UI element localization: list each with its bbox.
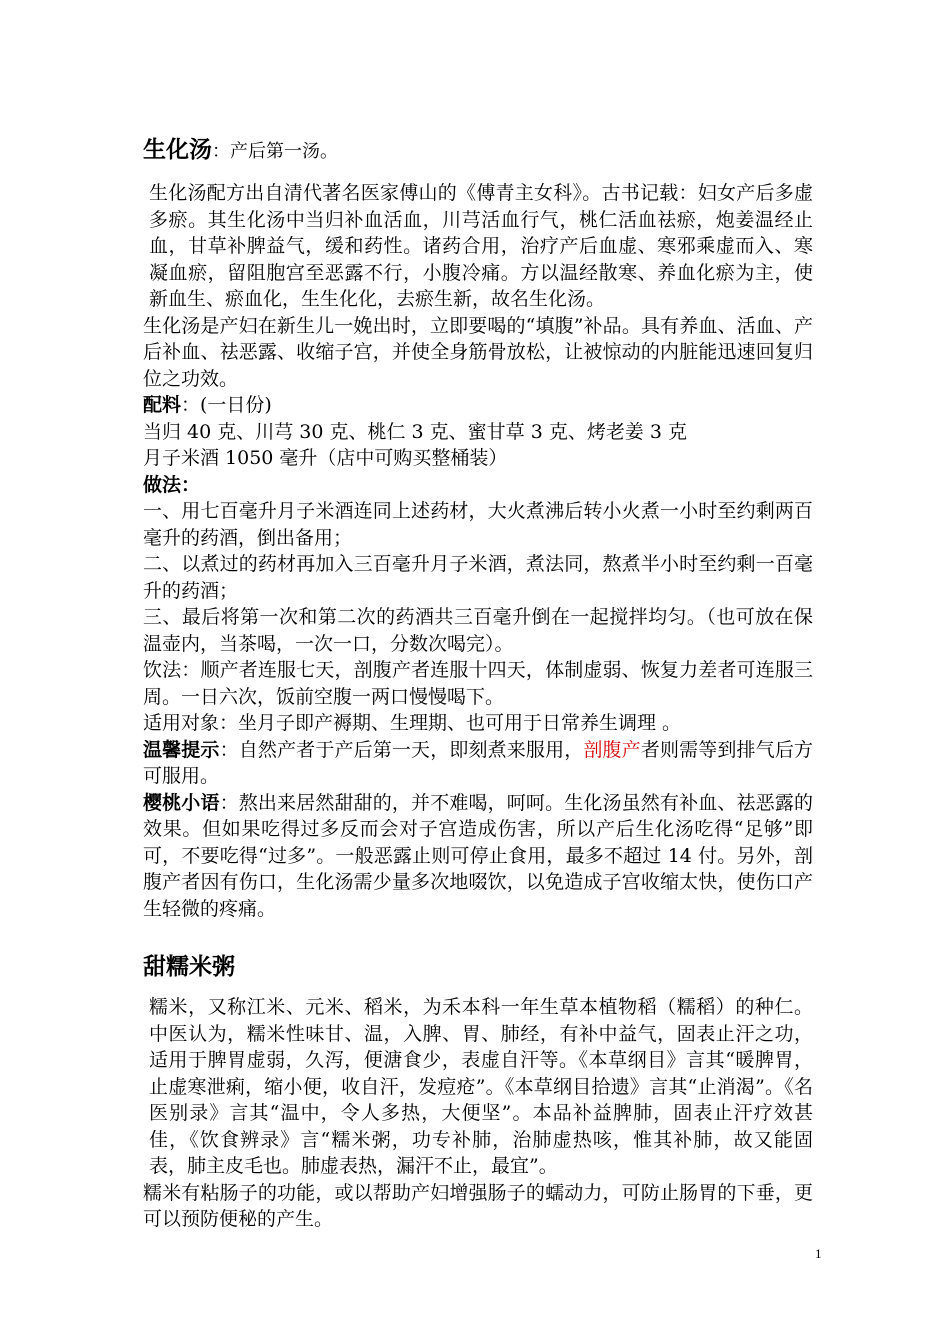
ingredients-heading [143, 392, 813, 419]
warm-tip-text-b: 者则需等到排气后方可服用。 [143, 738, 813, 787]
warm-tip-text-a: ：自然产者于产后第一天，即刻煮来服用， [219, 738, 584, 761]
warm-tip-label: 温馨提示 [143, 738, 220, 761]
warm-tip [143, 737, 813, 790]
cherry-note-text: ：熬出来居然甜甜的，并不难喝，呵呵。生化汤虽然有补血、祛恶露的效果。但如果吃得过多反而会对子宫造成伤害，所以产后生化汤吃得“足够”即可，不要吃得“过多”。一般恶露止则可停止食用，最多不超过 14 付。另外，剖腹产者因有伤口，生化汤需少量多次地啜饮，以免造成子宫收缩太快，使伤口产生轻微的疼痛。 [143, 791, 813, 920]
section1-paragraph-2: 生化汤是产妇在新生儿一娩出时，立即要喝的“填腹”补品。具有养血、活血、产后补血、祛恶露、收缩子宫，并使全身筋骨放松，让被惊动的内脏能迅速回复归位之功效。 [143, 314, 813, 390]
ingredients-note: ：(一日份) [181, 394, 272, 416]
section1-title: 生化汤 [143, 136, 212, 163]
method-colon: ： [181, 473, 201, 496]
section2-paragraph-2: 糯米有粘肠子的功能，或以帮助产妇增强肠子的蠕动力，可防止肠胃的下垂，更可以预防便秘的产生。 [143, 1181, 813, 1230]
method-step-2: 二、以煮过的药材再加入三百毫升月子米酒，煮法同，熬煮半小时至约剩一百毫升的药酒； [143, 553, 813, 602]
method-label: 做法 [143, 473, 182, 496]
section2-intro: 糯米，又称江米、元米、稻米，为禾本科一年生草本植物稻（糯稻）的种仁。中医认为，糯米性味甘、温，入脾、胃、肺经，有补中益气，固表止汗之功，适用于脾胃虚弱，久泻，便溏食少，表虚自汗等。《本草纲目》言其“暖脾胃，止虚寒泄痢，缩小便，收自汗，发痘疮”。《本草纲目拾遗》言其“止消渴”。《名医别录》言其“温中，令人多热，大便坚”。本品补益脾肺，固表止汗疗效甚佳，《饮食辨录》言“糯米粥，功专补肺，治肺虚热咳，惟其补肺，故又能固表，肺主皮毛也。肺虚表热，漏汗不止，最宜”。 [149, 996, 813, 1177]
target-audience: 适用对象：坐月子即产褥期、生理期、也可用于日常养生调理 。 [143, 712, 682, 734]
section1-heading [143, 136, 813, 166]
method-step-3: 三、最后将第一次和第二次的药酒共三百毫升倒在一起搅拌均匀。（也可放在保温壶内，当茶喝，一次一口，分数次喝完）。 [143, 606, 813, 655]
document-body [143, 136, 813, 1233]
method-step-1: 一、用七百毫升月子米酒连同上述药材，大火煮沸后转小火煮一小时至约剩两百毫升的药酒，倒出备用； [143, 500, 813, 549]
section2-title: 甜糯米粥 [143, 953, 235, 980]
ingredients-line-2: 月子米酒 1050 毫升（店中可购买整桶装） [143, 447, 508, 469]
method-heading [143, 472, 813, 499]
cherry-note [143, 790, 813, 923]
section1-intro: 生化汤配方出自清代著名医家傅山的《傅青主女科》。古书记载：妇女产后多虚多瘀。其生化汤中当归补血活血，川芎活血行气，桃仁活血祛瘀，炮姜温经止血，甘草补脾益气，缓和药性。诸药合用，治疗产后血虚、寒邪乘虚而入、寒凝血瘀，留阻胞宫至恶露不行，小腹冷痛。方以温经散寒、养血化瘀为主，使新血生、瘀血化，生生化化，去瘀生新，故名生化汤。 [149, 182, 813, 310]
cherry-note-label: 樱桃小语 [143, 791, 220, 814]
page-number: 1 [815, 1246, 822, 1261]
section1-subtitle: ：产后第一汤。 [212, 141, 338, 162]
ingredients-label: 配料 [143, 394, 182, 416]
ingredients-line-1: 当归 40 克、川芎 30 克、桃仁 3 克、蜜甘草 3 克、烤老姜 3 克 [143, 420, 688, 443]
warm-tip-highlight: 剖腹产 [583, 738, 641, 761]
drinking-instructions: 饮法：顺产者连服七天，剖腹产者连服十四天，体制虚弱、恢复力差者可连服三周。一日六次，饭前空腹一两口慢慢喝下。 [143, 659, 813, 708]
